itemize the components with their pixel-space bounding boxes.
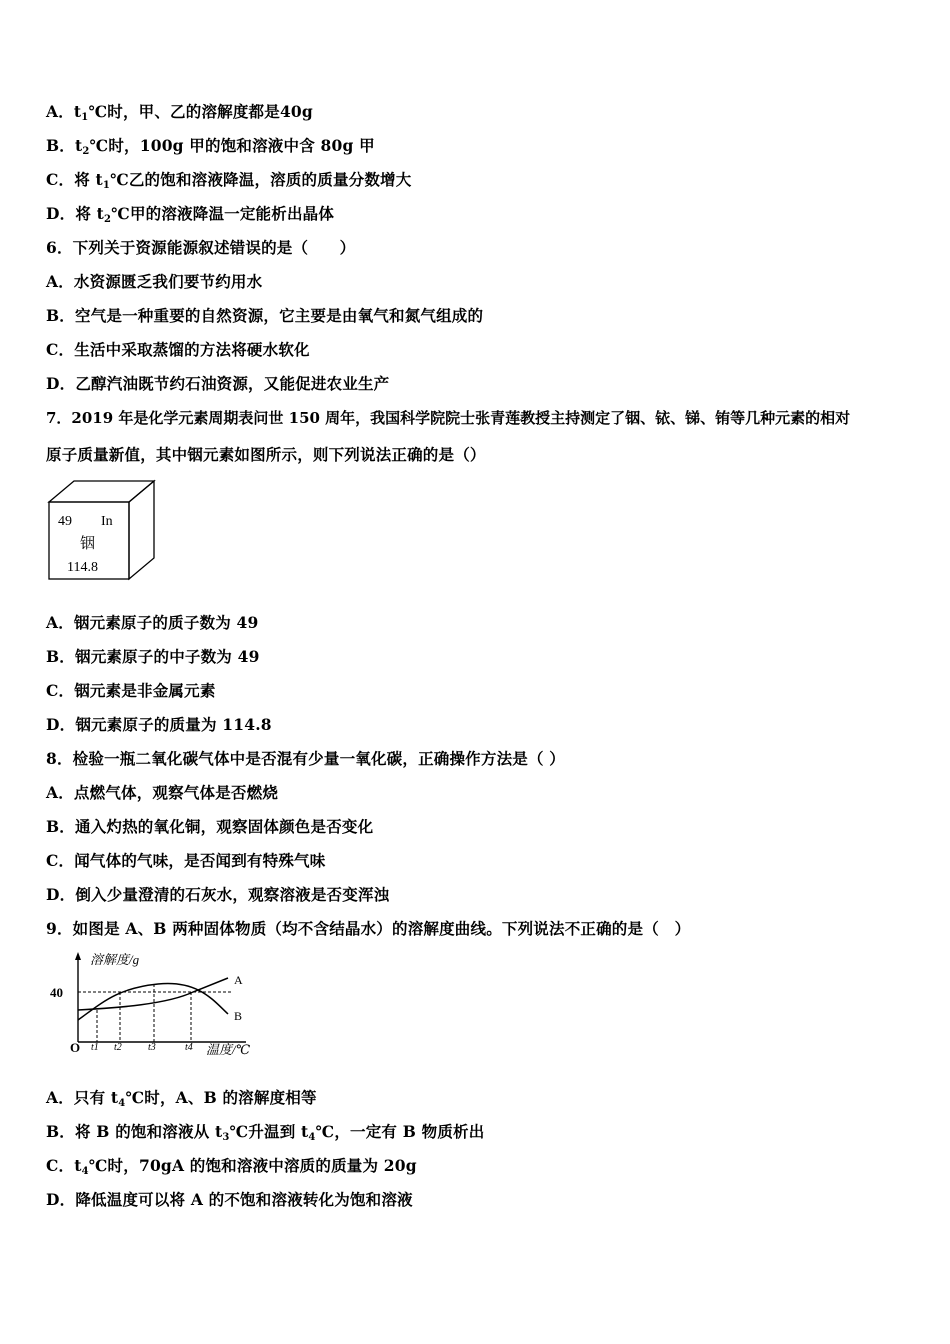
- q7-option-d: D．铟元素原子的质量为 114.8: [46, 715, 272, 734]
- q7-option-b: B．铟元素原子的中子数为 49: [46, 647, 260, 666]
- q6-option-b: B．空气是一种重要的自然资源，它主要是由氧气和氮气组成的: [46, 306, 484, 325]
- q9-option-a: A．只有 $t_4℃$时，A、B 的溶解度相等: [46, 1088, 317, 1109]
- q9-option-c: C．$t_4℃$时，70gA 的饱和溶液中溶质的质量为 20g: [46, 1156, 417, 1177]
- x-tick-t2: t2: [114, 1042, 122, 1053]
- y-axis-label: 溶解度/g: [90, 952, 140, 967]
- q7-stem-line2: 原子质量新值，其中铟元素如图所示，则下列说法正确的是（）: [46, 445, 486, 464]
- q6-option-d: D．乙醇汽油既节约石油资源，又能促进农业生产: [46, 374, 390, 393]
- q6-option-c: C．生活中采取蒸馏的方法将硬水软化: [46, 340, 310, 359]
- q5-option-d: D．将 $t_2℃$甲的溶液降温一定能析出晶体: [46, 204, 335, 225]
- origin-label: O: [70, 1040, 81, 1055]
- q8-stem: 8．检验一瓶二氧化碳气体中是否混有少量一氧化碳，正确操作方法是（ ）: [46, 749, 565, 768]
- q5-option-a: A．$t_1℃$时，甲、乙的溶解度都是40g: [46, 102, 313, 123]
- q7-option-a: A．铟元素原子的质子数为 49: [46, 613, 259, 632]
- q7-option-c: C．铟元素是非金属元素: [46, 681, 216, 700]
- q9-option-d: D．降低温度可以将 A 的不饱和溶液转化为饱和溶液: [46, 1190, 413, 1209]
- q5-option-b: B．$t_2℃$时，100g 甲的饱和溶液中含 80g 甲: [46, 136, 375, 157]
- series-label-a: A: [234, 973, 243, 987]
- q9-stem: 9．如图是 A、B 两种固体物质（均不含结晶水）的溶解度曲线。下列说法不正确的是（ ）: [46, 919, 691, 938]
- curve-a: [78, 983, 228, 1020]
- q5-option-c: C．将 $t_1℃$乙的饱和溶液降温，溶质的质量分数增大: [46, 170, 412, 191]
- q6-stem: 6．下列关于资源能源叙述错误的是（ ）: [46, 238, 356, 257]
- solubility-chart: [48, 950, 284, 1060]
- element-name: 铟: [80, 536, 96, 552]
- element-tile-figure: [44, 478, 158, 584]
- q8-option-b: B．通入灼热的氧化铜，观察固体颜色是否变化: [46, 817, 374, 836]
- x-axis-label: 温度/℃: [206, 1042, 251, 1057]
- element-symbol: In: [101, 514, 113, 529]
- q8-option-c: C．闻气体的气味，是否闻到有特殊气味: [46, 851, 326, 870]
- y-axis-arrow: [75, 952, 81, 960]
- q7-stem-line1: 7．2019 年是化学元素周期表问世 150 周年，我国科学院院士张青莲教授主持测定了铟、铱、锑、铕等几种元素的相对: [46, 409, 851, 427]
- q8-option-a: A．点燃气体，观察气体是否燃烧: [46, 783, 279, 802]
- x-tick-t3: t3: [148, 1042, 156, 1053]
- y-tick-label-40: 40: [50, 985, 63, 1000]
- series-label-b: B: [234, 1009, 243, 1023]
- tile-top-face: [49, 481, 154, 502]
- tile-side-face: [129, 481, 154, 579]
- atomic-number: 49: [58, 514, 72, 529]
- q8-option-d: D．倒入少量澄清的石灰水，观察溶液是否变浑浊: [46, 885, 390, 904]
- q6-option-a: A．水资源匮乏我们要节约用水: [46, 272, 263, 291]
- atomic-mass: 114.8: [67, 560, 98, 575]
- x-tick-t4: t4: [185, 1042, 193, 1053]
- x-tick-t1: t1: [91, 1042, 99, 1053]
- q9-option-b: B．将 B 的饱和溶液从 $t_3℃$升温到 $t_4℃$，一定有 B 物质析出: [46, 1122, 485, 1143]
